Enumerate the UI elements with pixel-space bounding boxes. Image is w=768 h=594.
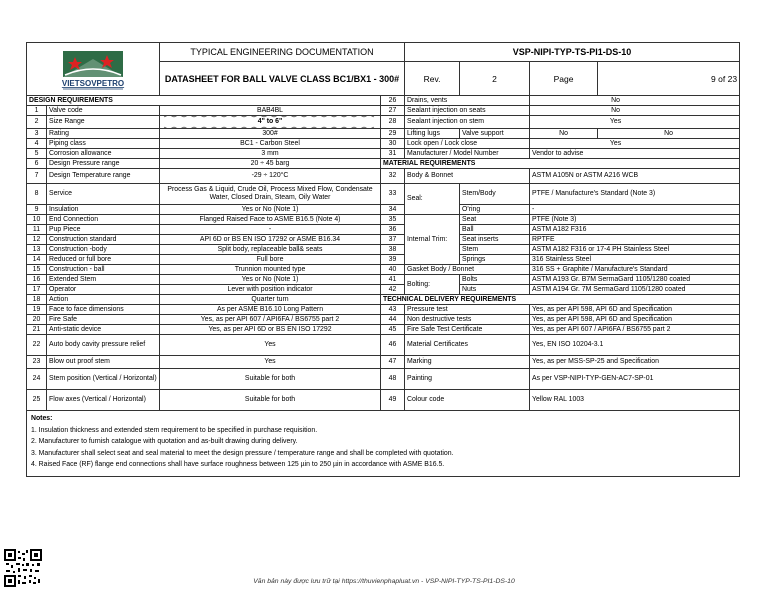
row-number: 49 [381, 390, 405, 411]
vietsovpetro-logo [45, 47, 141, 91]
row-sublabel: Ball [460, 225, 530, 235]
notes-title: Notes: [31, 415, 53, 422]
row-label: Anti-static device [47, 325, 160, 335]
row-value: ASTM A182 F316 [530, 225, 740, 235]
size-range-value: 4" to 6" [257, 118, 283, 125]
row-label: Piping class [47, 139, 160, 149]
row-value [160, 116, 381, 129]
row-value: As per VSP-NIPI-TYP-GEN-AC7-SP-01 [530, 369, 740, 390]
row-number: 42 [381, 285, 405, 295]
row-value: Yes [160, 356, 381, 369]
row-label: Sealant injection on seats [405, 106, 530, 116]
page-value: 9 of 23 [598, 62, 740, 96]
row-label: Operator [47, 285, 160, 295]
row-value: Yes [530, 139, 740, 149]
row-number: 2 [27, 116, 47, 129]
row-value: No [530, 96, 740, 106]
row-value: Flanged Raised Face to ASME B16.5 (Note 4) [160, 215, 381, 225]
row-label: Flow axes (Vertical / Horizontal) [47, 390, 160, 411]
row-label: Gasket Body / Bonnet [405, 265, 530, 275]
note-item: 1. Insulation thickness and extended stem requirement to be specified in purchase requisition. [31, 426, 318, 434]
note-item: 3. Manufacturer shall select seat and seal material to meet the design pressure / temperature range and shall be completed with quotation. [31, 449, 454, 457]
row-label: Sealant injection on stem [405, 116, 530, 129]
row-value: Yes or No (Note 1) [160, 205, 381, 215]
row-value: Suitable for both [160, 390, 381, 411]
page-label: Page [530, 62, 598, 96]
row-number: 46 [381, 335, 405, 356]
row-label: Reduced or full bore [47, 255, 160, 265]
row-value: Yes, as per API 598, API 6D and Specification [530, 305, 740, 315]
row-value: 300# [160, 129, 381, 139]
row-label: Face to face dimensions [47, 305, 160, 315]
row-number: 33 [381, 184, 405, 205]
row-label: Service [47, 184, 160, 205]
row-value: Trunnion mounted type [160, 265, 381, 275]
row-value: Yes [160, 335, 381, 356]
row-number: 38 [381, 245, 405, 255]
row-label: Construction - ball [47, 265, 160, 275]
row-value: ASTM A194 Gr. 7M SermaGard 1105/1280 coated [530, 285, 740, 295]
row-number: 35 [381, 215, 405, 225]
row-number: 8 [27, 184, 47, 205]
row-label: Pressure test [405, 305, 530, 315]
row-label: Lock open / Lock close [405, 139, 530, 149]
row-value: Split body, replaceable ball& seats [160, 245, 381, 255]
notes-section [27, 411, 740, 477]
row-value: Yes, as per API 607 / API6FA / BS6755 part 2 [530, 325, 740, 335]
row-value: API 6D or BS EN ISO 17292 or ASME B16.34 [160, 235, 381, 245]
row-value: -29 ÷ 120°C [160, 169, 381, 184]
row-label: Material Certificates [405, 335, 530, 356]
row-label: Fire Safe [47, 315, 160, 325]
row-value: PTFE / Manufacture's Standard (Note 3) [530, 184, 740, 205]
row-number: 3 [27, 129, 47, 139]
row-sublabel: Stem/Body [460, 184, 530, 205]
footer-watermark: Văn bản này được lưu trữ tại https://thuvienphapluat.vn - VSP-NIPI-TYP-TS-PI1-DS-10 [253, 578, 515, 585]
row-sublabel: Seat [460, 215, 530, 225]
row-value: Yes, as per API 598, API 6D and Specification [530, 315, 740, 325]
row-value: Quarter turn [160, 295, 381, 305]
row-number: 43 [381, 305, 405, 315]
row-value: No [530, 106, 740, 116]
row-sublabel: Nuts [460, 285, 530, 295]
row-value: RPTFE [530, 235, 740, 245]
row-label: Rating [47, 129, 160, 139]
note-item: 4. Raised Face (RF) flange end connections shall have surface roughness between 125 µin to 250 µin in accordance with ASME B16.5. [31, 461, 445, 468]
row-label: Extended Stem [47, 275, 160, 285]
bolting-group-label: Bolting: [405, 275, 460, 295]
row-label: Drains, vents [405, 96, 530, 106]
row-number: 34 [381, 205, 405, 215]
row-label: Painting [405, 369, 530, 390]
row-label: Stem position (Vertical / Horizontal) [47, 369, 160, 390]
row-number: 44 [381, 315, 405, 325]
row-value: PTFE (Note 3) [530, 215, 740, 225]
datasheet-table [26, 42, 740, 477]
row-number: 18 [27, 295, 47, 305]
row-number: 20 [27, 315, 47, 325]
row-value: Vendor to advise [530, 149, 740, 159]
row-value: Yes, as per MSS-SP-25 and Specification [530, 356, 740, 369]
row-label: Construction -body [47, 245, 160, 255]
row-sublabel: Springs [460, 255, 530, 265]
row-sublabel: Stem [460, 245, 530, 255]
row-value: Yes [530, 116, 740, 129]
row-number: 48 [381, 369, 405, 390]
row-number: 30 [381, 139, 405, 149]
row-value: 20 ÷ 45 barg [160, 159, 381, 169]
row-value: 3 mm [160, 149, 381, 159]
row-label: Marking [405, 356, 530, 369]
row-label: Corrosion allowance [47, 149, 160, 159]
row-value: ASTM A105N or ASTM A216 WCB [530, 169, 740, 184]
row-label: Fire Safe Test Certificate [405, 325, 530, 335]
row-value: 316 Stainless Steel [530, 255, 740, 265]
row-number: 10 [27, 215, 47, 225]
row-label: Blow out proof stem [47, 356, 160, 369]
row-value: Lever with position indicator [160, 285, 381, 295]
row-label: Construction standard [47, 235, 160, 245]
row-label: Non destructive tests [405, 315, 530, 325]
row-sublabel: Bolts [460, 275, 530, 285]
row-number: 6 [27, 159, 47, 169]
logo-cell [27, 43, 160, 96]
row-number: 39 [381, 255, 405, 265]
row-value: Full bore [160, 255, 381, 265]
row-number: 15 [27, 265, 47, 275]
internal-trim-group-label: Internal Trim: [405, 215, 460, 265]
company-name: VIETSOVPETRO [61, 78, 125, 88]
row-value: - [530, 205, 740, 215]
row-number: 9 [27, 205, 47, 215]
row-label: Valve code [47, 106, 160, 116]
row-number: 5 [27, 149, 47, 159]
row-label: Colour code [405, 390, 530, 411]
row-value: ASTM A193 Gr. B7M SermaGard 1105/1280 coated [530, 275, 740, 285]
row-value: 316 SS + Graphite / Manufacture's Standard [530, 265, 740, 275]
row-number: 4 [27, 139, 47, 149]
row-label: Insulation [47, 205, 160, 215]
document-number: VSP-NIPI-TYP-TS-PI1-DS-10 [405, 43, 740, 62]
row-number: 40 [381, 265, 405, 275]
row-number: 12 [27, 235, 47, 245]
rev-value: 2 [460, 62, 530, 96]
row-value-secondary: No [598, 129, 740, 139]
row-value: BAB4BL [160, 106, 381, 116]
row-number: 17 [27, 285, 47, 295]
row-number: 26 [381, 96, 405, 106]
row-label: Design Temperature range [47, 169, 160, 184]
row-value: Yes or No (Note 1) [160, 275, 381, 285]
row-number: 24 [27, 369, 47, 390]
row-number: 7 [27, 169, 47, 184]
datasheet [26, 42, 739, 477]
document-type: TYPICAL ENGINEERING DOCUMENTATION [160, 43, 405, 62]
section-material-requirements: MATERIAL REQUIREMENTS [381, 159, 740, 169]
row-value: BC1 - Carbon Steel [160, 139, 381, 149]
row-number: 41 [381, 275, 405, 285]
note-item: 2. Manufacturer to furnish catalogue with quotation and as-built drawing during delivery. [31, 438, 298, 445]
row-value: Yes, as per API 607 / API6FA / BS6755 part 2 [160, 315, 381, 325]
row-value: Yes, as per API 6D or BS EN ISO 17292 [160, 325, 381, 335]
row-sublabel: O'ring [460, 205, 530, 215]
row-label: Lifting lugs [405, 129, 460, 139]
section-technical-delivery: TECHNICAL DELIVERY REQUIREMENTS [381, 295, 740, 305]
row-number: 13 [27, 245, 47, 255]
row-value: As per ASME B16.10 Long Pattern [160, 305, 381, 315]
row-number: 21 [27, 325, 47, 335]
row-number: 16 [27, 275, 47, 285]
row-value: ASTM A182 F316 or 17-4 PH Stainless Steel [530, 245, 740, 255]
row-number: 11 [27, 225, 47, 235]
datasheet-title: DATASHEET FOR BALL VALVE CLASS BC1/BX1 - 300# [160, 62, 405, 96]
row-number: 37 [381, 235, 405, 245]
row-label: Auto body cavity pressure relief [47, 335, 160, 356]
row-number: 14 [27, 255, 47, 265]
row-value: Yes, EN ISO 10204-3.1 [530, 335, 740, 356]
row-value: Yellow RAL 1003 [530, 390, 740, 411]
row-number: 25 [27, 390, 47, 411]
seal-group-label: Seal: [405, 184, 460, 215]
row-label: Body & Bonnet [405, 169, 530, 184]
row-number: 23 [27, 356, 47, 369]
row-label: Manufacturer / Model Number [405, 149, 530, 159]
row-label: Size Range [47, 116, 160, 129]
row-label: Action [47, 295, 160, 305]
row-label: Pup Piece [47, 225, 160, 235]
row-value: - [160, 225, 381, 235]
row-number: 19 [27, 305, 47, 315]
section-design-requirements: DESIGN REQUIREMENTS [27, 96, 381, 106]
row-number: 29 [381, 129, 405, 139]
row-value: No [530, 129, 598, 139]
row-value: Process Gas & Liquid, Crude Oil, Process Mixed Flow, Condensate Water, Closed Drain, Steam, Oily Water [160, 184, 381, 205]
row-sublabel: Seat inserts [460, 235, 530, 245]
row-number: 1 [27, 106, 47, 116]
row-label: End Connection [47, 215, 160, 225]
row-label-secondary: Valve support [460, 129, 530, 139]
rev-label: Rev. [405, 62, 460, 96]
row-number: 27 [381, 106, 405, 116]
row-number: 31 [381, 149, 405, 159]
row-number: 32 [381, 169, 405, 184]
row-number: 47 [381, 356, 405, 369]
row-value: Suitable for both [160, 369, 381, 390]
row-number: 36 [381, 225, 405, 235]
row-number: 22 [27, 335, 47, 356]
row-number: 28 [381, 116, 405, 129]
row-number: 45 [381, 325, 405, 335]
row-label: Design Pressure range [47, 159, 160, 169]
